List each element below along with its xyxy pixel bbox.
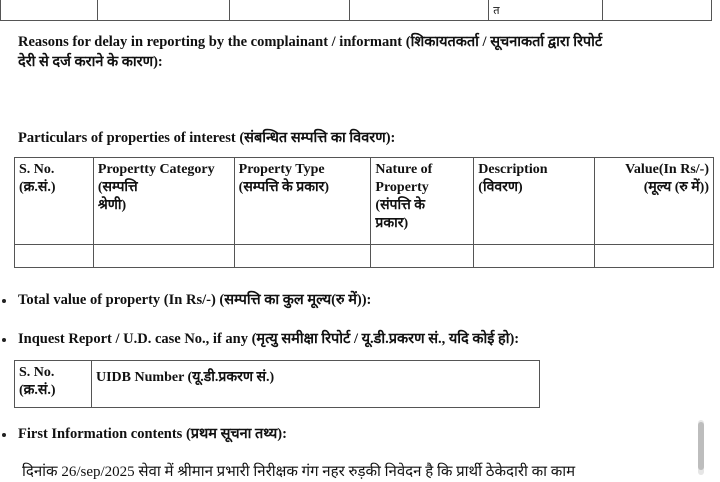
inquest-heading: Inquest Report / U.D. case No., if any (मृत्यु समीक्षा रिपोर्ट / यू.डी.प्रकरण सं., यदि कोई हो): — [18, 331, 520, 347]
inquest-col-sno: S. No. (क्र.सं.) — [15, 361, 92, 408]
col-nature: Nature of Property (संपत्ति के प्रकार) — [371, 158, 474, 245]
col-description: Description (विवरण) — [474, 158, 595, 245]
properties-header-row — [15, 158, 714, 245]
inquest-col-uidb: UIDB Number (यू.डी.प्रकरण सं.) — [92, 361, 540, 408]
col-sno: S. No. (क्र.सं.) — [15, 158, 94, 245]
vertical-scrollbar[interactable] — [698, 420, 704, 475]
delay-reasons-line2: देरी से दर्ज कराने के कारण): — [18, 54, 163, 70]
top-table-fragment — [0, 0, 712, 21]
bullet-icon — [2, 338, 6, 342]
col-category: Propertty Category (सम्पत्ति श्रेणी) — [93, 158, 234, 245]
bullet-icon — [2, 433, 6, 437]
col-value: Value(In Rs/-) (मूल्य (रु में)) — [595, 158, 714, 245]
properties-table — [14, 157, 714, 268]
bullet-icon — [2, 299, 6, 303]
total-value-label: Total value of property (In Rs/-) (सम्पत्ति का कुल मूल्य(रु में)): — [18, 292, 372, 308]
delay-reasons-label — [18, 32, 718, 72]
col-type: Property Type (सम्पत्ति के प्रकार) — [234, 158, 371, 245]
fir-heading: First Information contents (प्रथम सूचना तथ्य): — [18, 426, 287, 442]
inquest-table — [14, 360, 540, 408]
scrollbar-thumb[interactable] — [698, 422, 704, 470]
table-cell: त — [489, 0, 603, 21]
table-cell — [603, 0, 712, 21]
table-cell — [97, 0, 229, 21]
delay-reasons-line1: Reasons for delay in reporting by the complainant / informant (शिकायतकर्ता / सूचनाकर्ता द्वारा रिपोर्ट — [18, 34, 603, 50]
table-cell — [1, 0, 98, 21]
table-cell — [350, 0, 489, 21]
properties-heading: Particulars of properties of interest (संबन्धित सम्पत्ति का विवरण): — [18, 130, 396, 146]
table-row — [15, 245, 714, 268]
fir-content-text: दिनांक 26/sep/2025 सेवा में श्रीमान प्रभारी निरीक्षक गंग नहर रुड़की निवेदन है कि प्रार्थी ठेकेदारी का काम — [22, 464, 576, 480]
table-cell — [229, 0, 350, 21]
